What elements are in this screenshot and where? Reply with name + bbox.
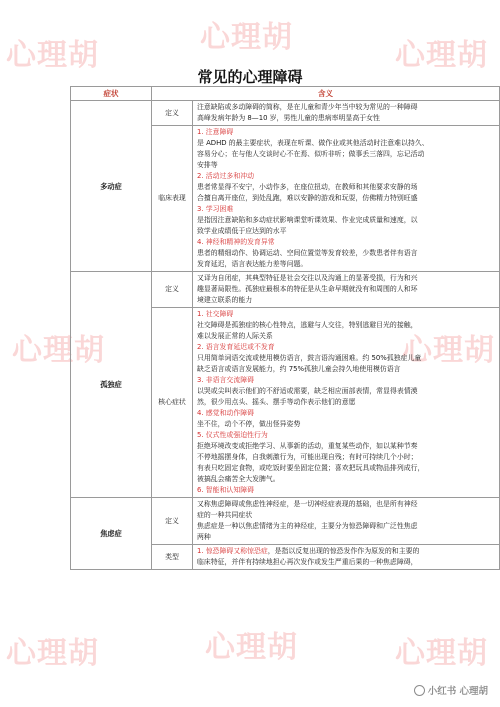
watermark: 心理胡 (6, 636, 99, 671)
row-content (193, 101, 499, 125)
brand-logo-icon (414, 685, 425, 696)
content-line: 又译为自闭症，其典型特征是社会交往以及沟通上的显著受损，行为和兴 (197, 274, 418, 282)
brand-text: 小红书 心理胡 (427, 686, 488, 697)
table-row (152, 101, 499, 126)
row-label: 定义 (152, 101, 193, 125)
section-heading: 3. 学习困难 (197, 205, 234, 213)
row-content (193, 272, 499, 307)
row-content (193, 545, 499, 569)
section-heading: 1. 社交障碍 (197, 310, 234, 318)
content-line: 临床特征，并伴有持续地担心再次发作或发生严重后果的一种焦虑障碍， (197, 558, 418, 566)
disorder-table (70, 86, 500, 570)
section-heading: 6. 智能和认知障碍 (197, 486, 254, 494)
section-heading: 3. 非语言交流障碍 (197, 376, 254, 384)
row-content (193, 498, 499, 544)
table-header (71, 87, 499, 101)
section-heading: 2. 活动过多和冲动 (197, 172, 254, 180)
row-content (193, 308, 499, 497)
row-label: 定义 (152, 498, 193, 544)
content-line: 症的一种共同症状 (197, 511, 253, 519)
row-label: 核心症状 (152, 308, 193, 497)
content-line: 患者的精细动作、协调运动、空间位置觉等发育较差，少数患者伴有语言 (197, 249, 418, 257)
content-line: 拒绝环境改变或拒绝学习、从事新的活动，重复某些动作，如以某种节奏 (197, 442, 418, 450)
watermark: 心理胡 (402, 333, 495, 368)
disorder-name: 多动症 (71, 101, 152, 271)
content-line: 难以发展正常的人际关系 (197, 332, 273, 340)
content-line: 是指因注意缺陷和多动症状影响课堂听课效果、作业完成质量和速度，以 (197, 216, 418, 224)
content-line: 以哭或尖叫表示他们的不舒适或需要，缺乏相应面部表情，常显得表情漠 (197, 387, 418, 395)
content-line: 患者常显得不安宁，小动作多，在座位扭动，在教师和其他要求安静的场 (197, 183, 418, 191)
watermark: 心理胡 (395, 636, 488, 671)
table-row (152, 498, 499, 545)
content-line: 1. 惊恐障碍又称惊恐症，是指以反复出现的惊恐发作作为原发的和主要的 (197, 547, 420, 555)
content-line: 坐不住，动个不停，做出怪异姿势 (197, 420, 301, 428)
table-row (152, 126, 499, 271)
disorder-group (71, 272, 499, 498)
disorder-group (71, 498, 499, 569)
content-line: 社交障碍是孤独症的核心性特点，逃避与人交往，特别逃避目光的接触， (197, 321, 418, 329)
content-line: 是 ADHD 的最主要症状，表现在听课、做作业或其他活动时注意难以持久、 (197, 139, 429, 147)
content-line: 高峰发病年龄为 8—10 岁，男性儿童的患病率明显高于女性 (197, 114, 380, 122)
disorder-name: 焦虑症 (71, 498, 152, 569)
content-line: 有表只吃固定食物，或吃饭时要坐固定位置；喜欢把玩具或物品排列成行， (197, 464, 425, 472)
content-line: 两种 (197, 533, 211, 541)
row-content (193, 126, 499, 271)
header-symptom: 症状 (71, 87, 152, 100)
content-line: 又称焦虑障碍或焦虑性神经症，是一切神经症表现的基础，也是所有神经 (197, 500, 418, 508)
watermark: 心理胡 (205, 630, 298, 665)
content-line: 境建立联系的能力 (197, 296, 253, 304)
brand-mark (414, 683, 488, 697)
content-line: 合擅自离开座位，到处乱跑，难以安静的游戏和玩耍，仿佛精力特别旺盛 (197, 194, 418, 202)
watermark: 心理胡 (6, 38, 99, 73)
disorder-group (71, 101, 499, 272)
row-label: 临床表现 (152, 126, 193, 271)
content-line: 安排等 (197, 161, 218, 169)
content-line: 不停地摇摆身体，自我刺激行为，可能出现自残；有时可持续几个小时； (197, 453, 418, 461)
section-heading: 2. 语言发育延迟或不发育 (197, 343, 275, 351)
disorder-name: 孤独症 (71, 272, 152, 497)
watermark: 心理胡 (200, 20, 293, 55)
content-line: 缺乏语言或语言发展能力，约 75%孤独儿童会持久地使用模仿语言 (197, 365, 401, 373)
content-line: 致学业成绩低于应达到的水平 (197, 227, 287, 235)
row-label: 定义 (152, 272, 193, 307)
row-label: 类型 (152, 545, 193, 569)
content-line: 趣显著局限性。孤独症最根本的特征是从生命早期就没有和周围的人和环 (197, 285, 418, 293)
content-line: 然，很少用点头、摇头、摆手等动作表示他们的意愿 (197, 398, 356, 406)
content-line: 只用简单词语交流或使用模仿语言，鼓言语沟通困难。约 50%孤独症儿童 (197, 354, 422, 362)
header-meaning: 含义 (318, 89, 333, 98)
watermark: 心理胡 (395, 38, 488, 73)
table-row (152, 308, 499, 497)
section-heading: 4. 感觉和动作障碍 (197, 409, 254, 417)
watermark: 心理胡 (12, 333, 105, 368)
page-title: 常见的心理障碍 (197, 68, 303, 86)
content-line: 注意缺陷或多动障碍的简称，是在儿童和青少年当中较为常见的一种障碍 (197, 103, 418, 111)
section-heading: 5. 仪式性或强迫性行为 (197, 431, 268, 439)
section-heading: 1. 注意障碍 (197, 128, 234, 136)
content-line: 被搞乱会痛苦全大发脾气。 (197, 475, 280, 483)
table-row (152, 545, 499, 569)
table-row (152, 272, 499, 308)
content-line: 发育延迟，语言表达能力差等问题。 (197, 260, 308, 268)
content-line: 焦虑症是一种以焦虑情绪为主的神经症，主要分为惊恐障碍和广泛性焦虑 (197, 522, 418, 530)
content-line: 容易分心；在与他人交谈时心不在焉、似听非听；做事丢三落四，忘记活动 (197, 150, 425, 158)
section-heading: 4. 神经和精神的发育异常 (197, 238, 275, 246)
